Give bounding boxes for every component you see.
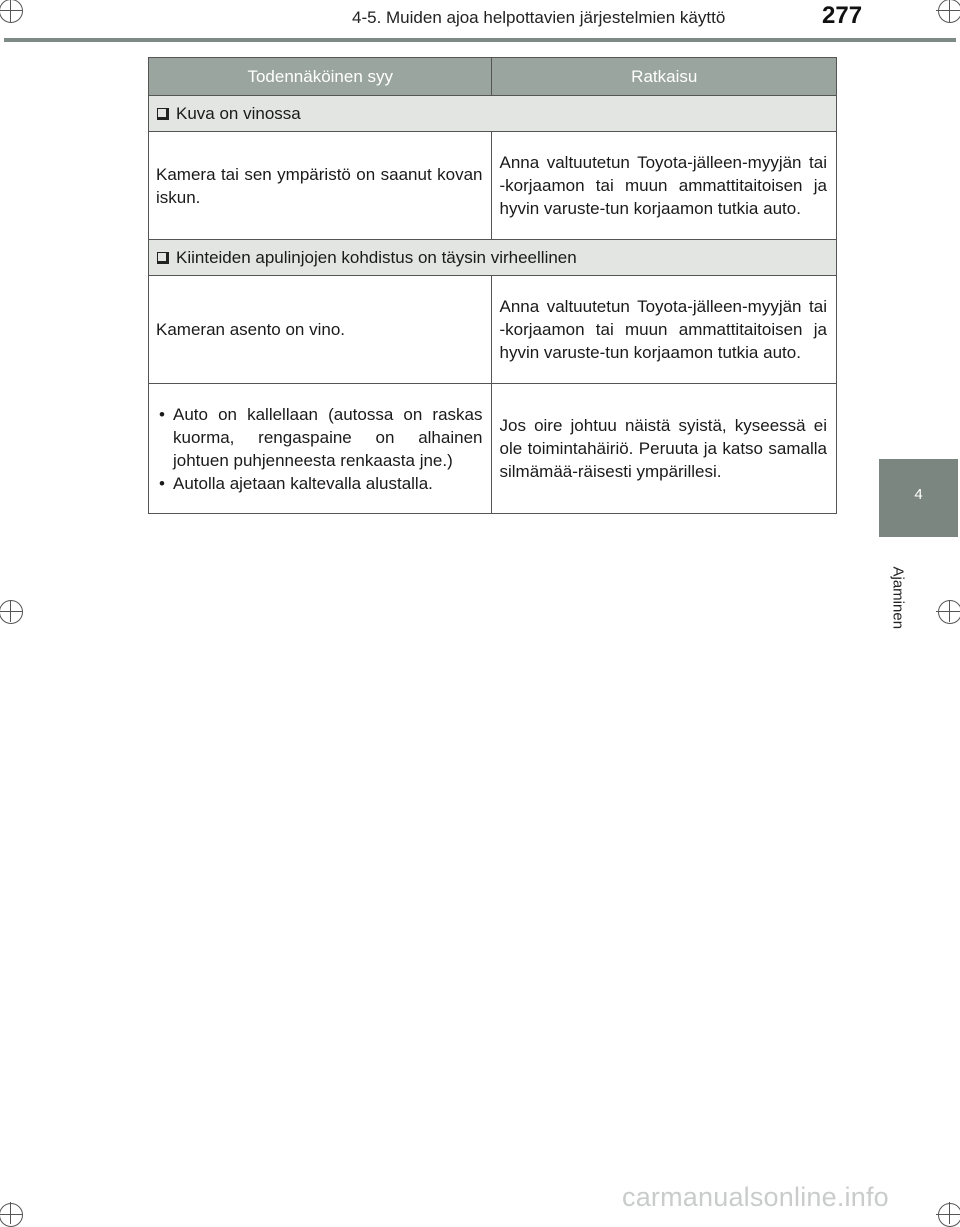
section-cell: [149, 240, 837, 276]
column-header-solution: Ratkaisu: [492, 58, 837, 96]
cause-cell: Kameran asento on vino.: [149, 276, 492, 384]
section-cell: [149, 96, 837, 132]
cause-cell: [149, 384, 492, 514]
watermark: carmanualsonline.info: [622, 1182, 889, 1212]
cause-cell: Kamera tai sen ympäristö on saanut kovan iskun.: [149, 132, 492, 240]
solution-cell: Anna valtuutetun Toyota-jälleen-myyjän tai -korjaamon tai muun ammattitaitoisen ja hyvin varuste-tun korjaamon tutkia auto.: [492, 132, 837, 240]
list-item: • Auto on kallellaan (autossa on raskas kuorma, rengaspaine on alhainen johtuen puhjenneesta renkaasta jne.): [156, 403, 482, 472]
checkbox-icon: [157, 108, 169, 120]
chapter-label: Ajaminen: [889, 566, 907, 630]
table-row: [149, 132, 837, 240]
section-row: [149, 240, 837, 276]
table-row: [149, 276, 837, 384]
list-item: • Autolla ajetaan kaltevalla alustalla.: [156, 472, 482, 495]
section-title-text: Kiinteiden apulinjojen kohdistus on täysin virheellinen: [176, 248, 577, 267]
solution-cell: Anna valtuutetun Toyota-jälleen-myyjän tai -korjaamon tai muun ammattitaitoisen ja hyvin varuste-tun korjaamon tutkia auto.: [492, 276, 837, 384]
cause-list: [156, 403, 482, 495]
column-header-cause: Todennäköinen syy: [149, 58, 492, 96]
section-title: 4-5. Muiden ajoa helpottavien järjestelmien käyttö: [352, 8, 726, 27]
section-title-text: Kuva on vinossa: [176, 104, 301, 123]
solution-cell: Jos oire johtuu näistä syistä, kyseessä ei ole toimintahäiriö. Peruuta ja katso samalla silmämää-räisesti ympärillesi.: [492, 384, 837, 514]
troubleshooting-table: [148, 57, 837, 514]
table-row: [149, 384, 837, 514]
page-number: 277: [822, 2, 863, 29]
chapter-number: 4: [914, 486, 923, 503]
checkbox-icon: [157, 252, 169, 264]
section-row: [149, 96, 837, 132]
header-rule: [4, 38, 956, 42]
table-header-row: [149, 58, 837, 96]
chapter-tab: [879, 459, 958, 537]
